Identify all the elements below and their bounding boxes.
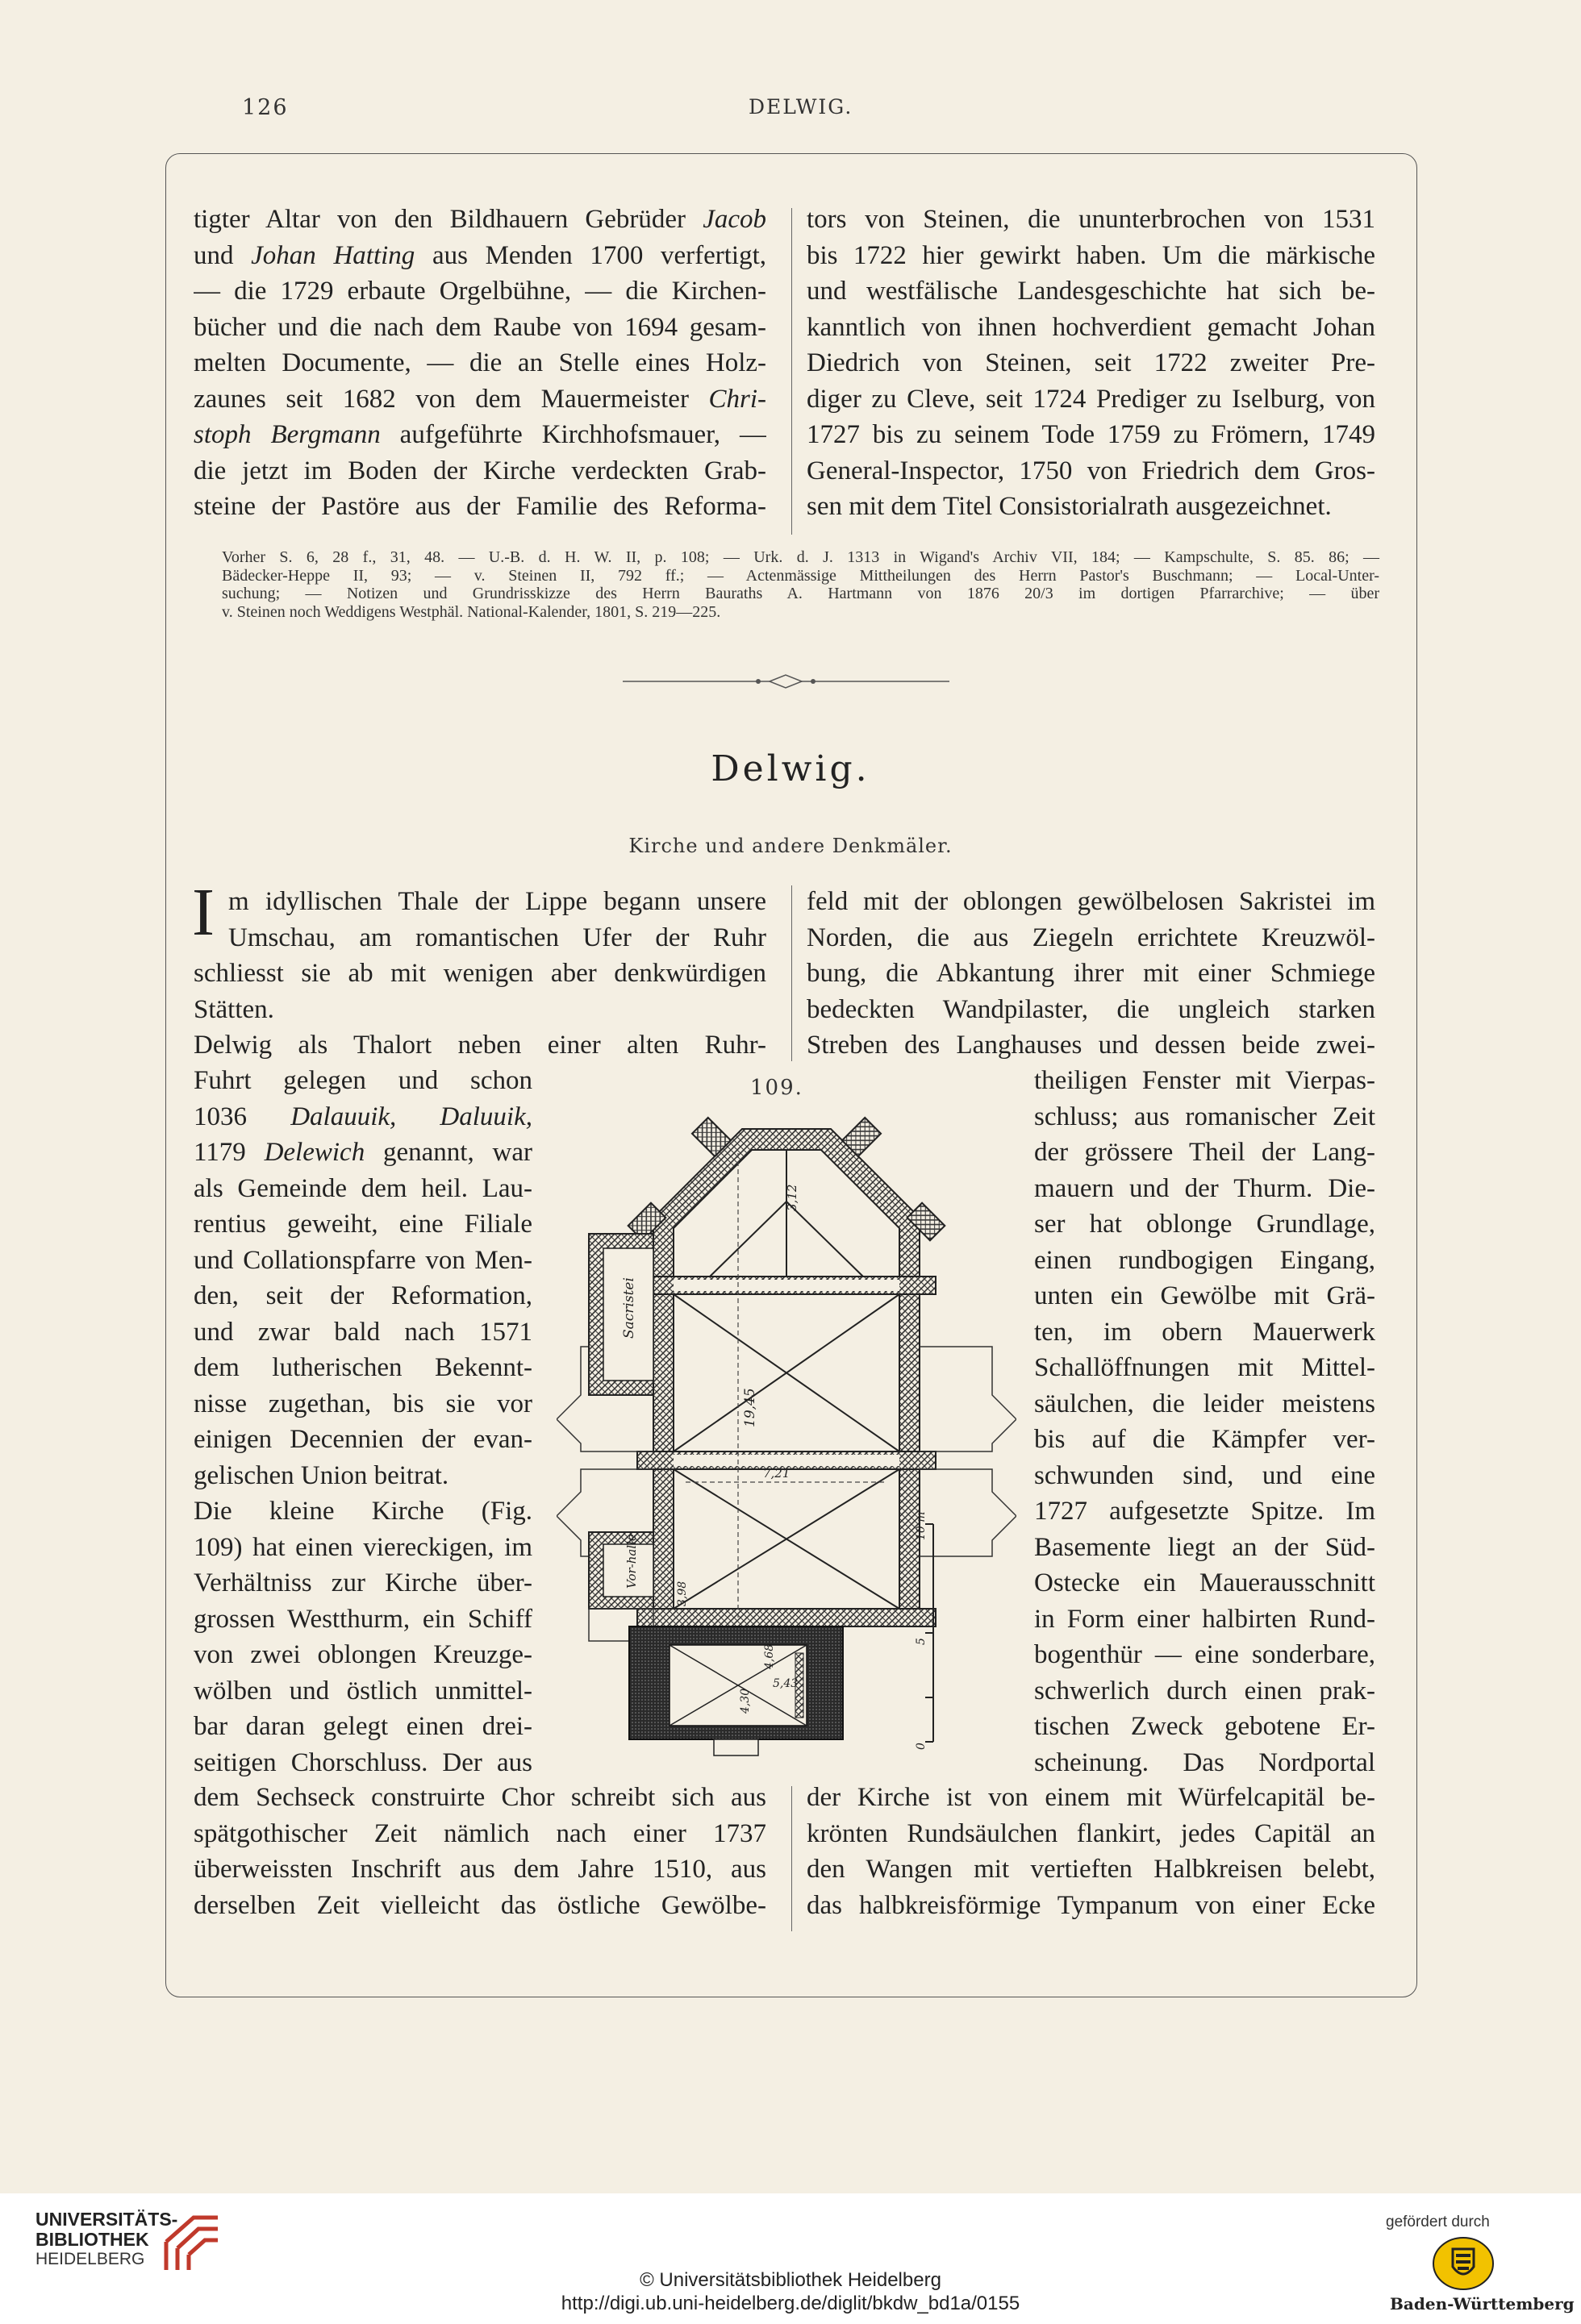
text-line: und westfälische Landesgeschichte hat sich be- [807, 277, 1375, 306]
text-line: Basemente liegt an der Süd- [1034, 1532, 1375, 1562]
ornament-divider [623, 669, 949, 693]
text-line: scheinung. Das Nordportal [1034, 1747, 1375, 1777]
text-line: dem Sechseck construirte Chor schreibt sich aus [194, 1783, 766, 1812]
footnote-line: Vorher S. 6, 28 f., 31, 48. — U.-B. d. H. W. II, p. 108; — Urk. d. J. 1313 in Wigand's Archiv VII, 184; — Kampschulte, S. 85. 86; — [222, 548, 1379, 566]
label-vorhalle: Vor-halle [624, 1534, 639, 1589]
text-line: 1727 bis zu seinem Tode 1759 zu Frömern, 1749 [807, 420, 1375, 449]
text-line: von zwei oblongen Kreuzge- [194, 1640, 532, 1669]
text-line: Die kleine Kirche (Fig. [194, 1497, 532, 1526]
text-line: m idyllischen Thale der Lippe begann unsere [228, 887, 766, 916]
text-line: und Collationspfarre von Men- [194, 1245, 532, 1275]
right-column-narrow [1034, 1063, 1375, 1780]
text-line: den Wangen mit vertieften Halbkreisen belebt, [807, 1855, 1375, 1884]
text-line: wölben und östlich unmittel- [194, 1676, 532, 1706]
right-column-upper [807, 884, 1375, 1064]
text-line: tors von Steinen, die ununterbrochen von 1531 [807, 205, 1375, 234]
text-line: schliesst sie ab mit wenigen aber denkwürdigen [194, 959, 766, 988]
scale-label-10: 10 m [915, 1511, 928, 1540]
intro-first-lines [228, 884, 766, 956]
text-line: derselben Zeit vielleicht das östliche Gewölbe- [194, 1890, 766, 1920]
permalink[interactable]: http://digi.ub.uni-heidelberg.de/diglit/bkdw_bd1a/0155 [561, 2293, 1020, 2314]
text-line: bogenthür — eine sonderbare, [1034, 1640, 1375, 1669]
church-floor-plan [557, 1105, 1016, 1762]
text-line: melten Documente, — die an Stelle eines Holz- [194, 348, 766, 377]
text-line: 1036 Dalauuik, Daluuik, [194, 1102, 532, 1131]
footnote-line: suchung; — Notizen und Grundrisskizze des Herrn Bauraths A. Hartmann von 1876 20/3 im dortigen Pfarrarchive; — über [222, 585, 1379, 602]
dim-choir: 3,12 [785, 1184, 799, 1211]
library-logo-mark [160, 2209, 220, 2272]
text-line: bis auf die Kämpfer ver- [1034, 1425, 1375, 1454]
text-line: seitigen Chorschluss. Der aus [194, 1747, 532, 1777]
text-line: ser hat oblonge Grundlage, [1034, 1210, 1375, 1239]
bottom-right-column [807, 1780, 1375, 1923]
text-line: 109) hat einen viereckigen, im [194, 1532, 532, 1562]
library-logo [35, 2209, 177, 2269]
text-line: tigter Altar von den Bildhauern Gebrüder Jacob [194, 205, 766, 234]
text-line: stoph Bergmann aufgeführte Kirchhofsmauer, — [194, 420, 766, 449]
text-line: gelischen Union beitrat. [194, 1460, 449, 1490]
text-line: bar daran gelegt einen drei- [194, 1712, 532, 1741]
text-line: kanntlich von ihnen hochverdient gemacht Johan [807, 312, 1375, 342]
text-line: Diedrich von Steinen, seit 1722 zweiter Pre- [807, 348, 1375, 377]
library-name-line3: HEIDELBERG [35, 2250, 145, 2268]
dim-vorhalle: 3,98 [676, 1581, 689, 1606]
text-line: theiligen Fenster mit Vierpas- [1034, 1066, 1375, 1095]
text-line: Ostecke ein Mauerausschnitt [1034, 1568, 1375, 1597]
text-line: der Kirche ist von einem mit Würfelcapitäl be- [807, 1783, 1375, 1812]
text-line: einen rundbogigen Eingang, [1034, 1245, 1375, 1275]
scale-label-0: 0 [915, 1743, 928, 1750]
text-line: krönten Rundsäulchen flankirt, jedes Capitäl an [807, 1818, 1375, 1848]
sponsor-name: Baden-Württemberg [1390, 2294, 1575, 2314]
top-right-column [807, 202, 1375, 525]
top-left-column [194, 202, 766, 525]
dim-tower-b: 4,68 [763, 1643, 776, 1669]
column-rule-bottom [791, 1786, 792, 1931]
text-line: überweissten Inschrift aus dem Jahre 1510, aus [194, 1855, 766, 1884]
text-line: der grössere Theil der Lang- [1034, 1138, 1375, 1167]
text-line: bedeckten Wandpilaster, die ungleich starken [807, 994, 1375, 1024]
footnote-line: v. Steinen noch Weddigens Westphäl. National-Kalender, 1801, S. 219—225. [222, 602, 721, 621]
text-line: steine der Pastöre aus der Familie des Reforma- [194, 492, 766, 521]
column-rule-top [791, 208, 792, 535]
state-coat-of-arms [1432, 2236, 1495, 2291]
text-line: und zwar bald nach 1571 [194, 1317, 532, 1347]
text-line: schluss; aus romanischer Zeit [1034, 1102, 1375, 1131]
library-name-line2: BIBLIOTHEK [35, 2229, 149, 2250]
footnote-line: Bädecker-Heppe II, 93; — v. Steinen II, 792 ff.; — Actenmässige Mittheilungen des Herrn Pastor's Buschmann; — Local-Unter- [222, 566, 1379, 585]
text-line: schwunden sind, und eine [1034, 1460, 1375, 1490]
text-line: Norden, die aus Ziegeln errichtete Kreuzwöl- [807, 923, 1375, 952]
bottom-left-column [194, 1780, 766, 1923]
text-line: Fuhrt gelegen und schon [194, 1066, 532, 1095]
dim-tower-c: 5,43 [773, 1677, 799, 1690]
text-line: dem lutherischen Bekennt- [194, 1353, 532, 1382]
text-line: säulchen, die leider meistens [1034, 1389, 1375, 1418]
text-line: und Johan Hatting aus Menden 1700 verfertigt, [194, 240, 766, 270]
text-line: das halbkreisförmige Tympanum von einer Ecke [807, 1890, 1375, 1920]
text-line: in Form einer halbirten Rund- [1034, 1604, 1375, 1634]
text-line: 1727 aufgesetzte Spitze. Im [1034, 1497, 1375, 1526]
text-line: mauern und der Thurm. Die- [1034, 1173, 1375, 1203]
text-line: Stätten. [194, 994, 274, 1024]
text-line: Streben des Langhauses und dessen beide zwei- [807, 1031, 1375, 1060]
text-line: diger zu Cleve, seit 1724 Prediger zu Iselburg, von [807, 384, 1375, 414]
library-name-line1: UNIVERSITÄTS- [35, 2209, 178, 2230]
text-line: ten, im obern Mauerwerk [1034, 1317, 1375, 1347]
column-rule-mid [791, 885, 792, 1061]
dim-length: 19,45 [742, 1388, 758, 1427]
text-line: einigen Decennien der evan- [194, 1425, 532, 1454]
text-line: feld mit der oblongen gewölbelosen Sakristei im [807, 887, 1375, 916]
text-line: zaunes seit 1682 von dem Mauermeister Chri- [194, 384, 766, 414]
dim-width: 7,21 [763, 1466, 790, 1481]
funded-by-label: gefördert durch [1386, 2214, 1490, 2230]
copyright-text: © Universitätsbibliothek Heidelberg [640, 2269, 941, 2291]
drop-initial: I [192, 875, 215, 950]
scale-label-5: 5 [915, 1638, 928, 1645]
text-line: sen mit dem Titel Consistorialrath ausgezeichnet. [807, 492, 1332, 521]
text-line: schwerlich durch einen prak- [1034, 1676, 1375, 1706]
text-line: Schallöffnungen mit Mittel- [1034, 1353, 1375, 1382]
text-line: Verhältniss zur Kirche über- [194, 1568, 532, 1597]
text-line: 1179 Delewich genannt, war [194, 1138, 532, 1167]
running-title: DELWIG. [749, 95, 853, 119]
text-line: bücher und die nach dem Raube von 1694 gesam- [194, 312, 766, 342]
text-line: tischen Zweck gebotene Er- [1034, 1712, 1375, 1741]
text-line: Delwig als Thalort neben einer alten Ruhr- [194, 1031, 766, 1060]
text-line: General-Inspector, 1750 von Friedrich dem Gros- [807, 456, 1375, 485]
footnotes [222, 548, 1379, 621]
text-line: rentius geweiht, eine Filiale [194, 1210, 532, 1239]
text-line: — die 1729 erbaute Orgelbühne, — die Kirchen- [194, 277, 766, 306]
text-line: den, seit der Reformation, [194, 1281, 532, 1310]
text-line: bis 1722 hier gewirkt haben. Um die märkische [807, 240, 1375, 270]
text-line: Umschau, am romantischen Ufer der Ruhr [228, 923, 766, 952]
page-number: 126 [242, 95, 289, 120]
intro-paragraph [194, 956, 766, 1064]
dim-tower-a: 4,30 [739, 1688, 752, 1714]
section-title: Delwig. [711, 748, 870, 789]
text-line: nisse zugethan, bis sie vor [194, 1389, 532, 1418]
text-line: die jetzt im Boden der Kirche verdeckten Grab- [194, 456, 766, 485]
text-line: spätgothischer Zeit nämlich nach einer 1737 [194, 1818, 766, 1848]
text-line: bung, die Abkantung ihrer mit einer Schmiege [807, 959, 1375, 988]
text-line: grossen Westthurm, ein Schiff [194, 1604, 532, 1634]
label-sacristy: Sacristei [621, 1277, 637, 1339]
section-subtitle: Kirche und andere Denkmäler. [628, 835, 953, 857]
figure-number: 109. [750, 1076, 803, 1100]
text-line: unten ein Gewölbe mit Grä- [1034, 1281, 1375, 1310]
left-column-narrow [194, 1063, 532, 1780]
text-line: als Gemeinde dem heil. Lau- [194, 1173, 532, 1203]
